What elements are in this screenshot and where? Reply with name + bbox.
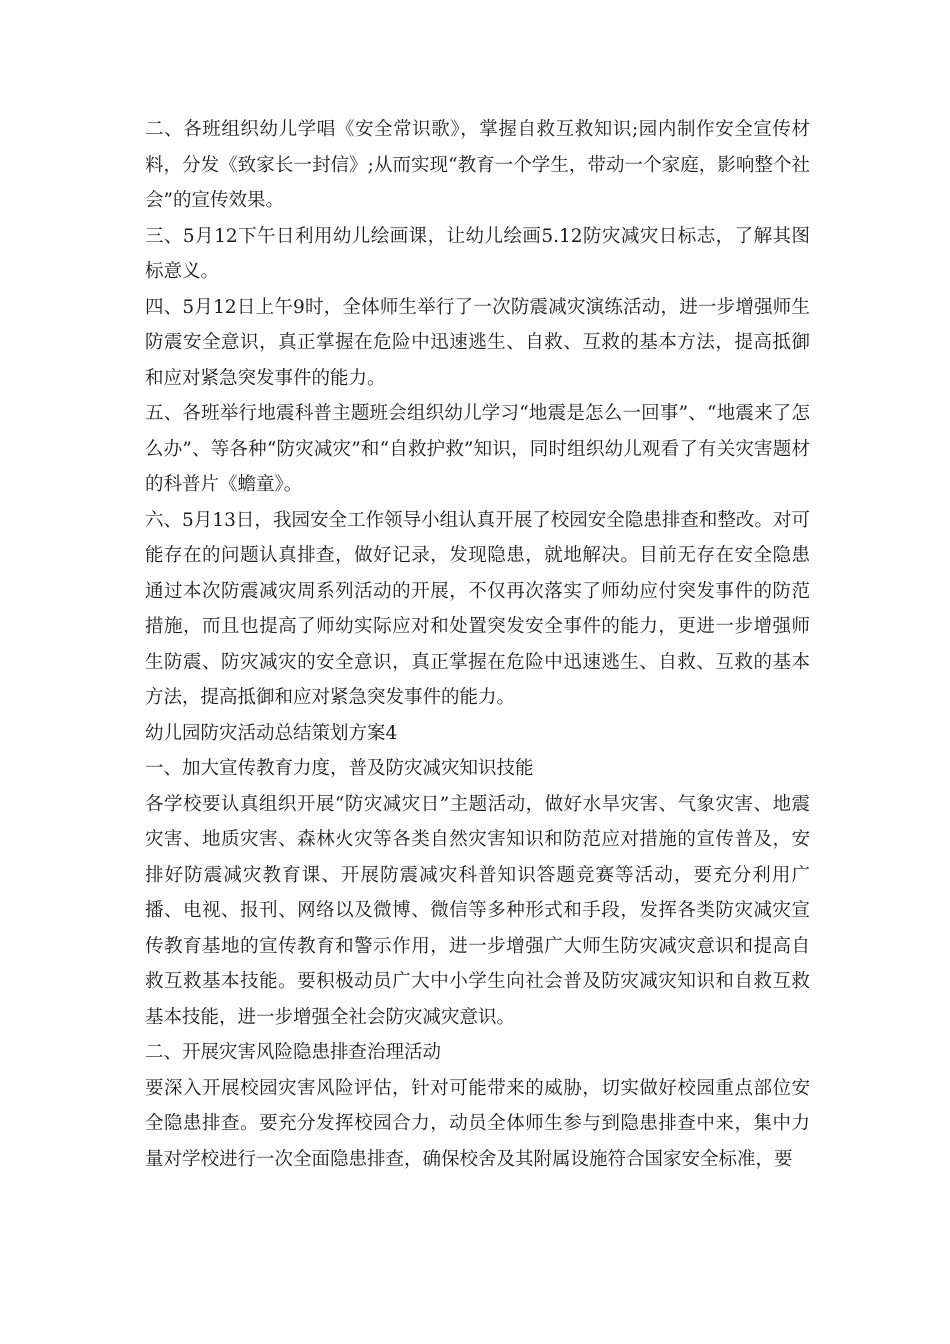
document-body: [145, 112, 810, 1177]
paragraph-section-five: 五、各班举行地震科普主题班会组织幼儿学习“地震是怎么一回事”、“地震来了怎么办”、等各种“防灾减灾”和“自救护救”知识，同时组织幼儿观看了有关灾害题材的科普片《蟾童》。: [145, 403, 810, 495]
paragraph-section-three: 三、5月12下午日利用幼儿绘画课，让幼儿绘画5.12防灾减灾日标志，了解其图标意义。: [145, 225, 810, 282]
subheading-hazard-check: 二、开展灾害风险隐患排查治理活动: [145, 1042, 442, 1063]
paragraph-section-six: 六、5月13日，我园安全工作领导小组认真开展了校园安全隐患排查和整改。对可能存在的问题认真排查，做好记录，发现隐患，就地解决。目前无存在安全隐患通过本次防震减灾周系列活动的开展，不仅再次落实了师幼应付突发事件的防范措施，而且也提高了师幼实际应对和处置突发安全事件的能力，更进一步增强师生防震、防灾减灾的安全意识，真正掌握在危险中迅速逃生、自救、互救的基本方法，提高抵御和应对紧急突发事件的能力。: [145, 509, 810, 708]
paragraph-section-four: 四、5月12日上午9时，全体师生举行了一次防震减灾演练活动，进一步增强师生防震安全意识，真正掌握在危险中迅速逃生、自救、互救的基本方法，提高抵御和应对紧急突发事件的能力。: [145, 296, 810, 389]
paragraph-publicity: 各学校要认真组织开展“防灾减灾日”主题活动，做好水旱灾害、气象灾害、地震灾害、地质灾害、森林火灾等各类自然灾害知识和防范应对措施的宣传普及，安排好防震减灾教育课、开展防震减灾科普知识答题竞赛等活动，要充分利用广播、电视、报刊、网络以及微博、微信等多种形式和手段，发挥各类防灾减灾宣传教育基地的宣传教育和警示作用，进一步增强广大师生防灾减灾意识和提高自救互救基本技能。要积极动员广大中小学生向社会普及防灾减灾知识和自救互救基本技能，进一步增强全社会防灾减灾意识。: [145, 793, 810, 1028]
subheading-publicity: 一、加大宣传教育力度，普及防灾减灾知识技能: [145, 758, 534, 779]
paragraph-hazard-check: 要深入开展校园灾害风险评估，针对可能带来的威胁，切实做好校园重点部位安全隐患排查。要充分发挥校园合力，动员全体师生参与到隐患排查中来，集中力量对学校进行一次全面隐患排查，确保校舍及其附属设施符合国家安全标准，要: [145, 1077, 810, 1170]
paragraph-section-two: 二、各班组织幼儿学唱《安全常识歌》，掌握自救互救知识;园内制作安全宣传材料，分发《致家长一封信》;从而实现“教育一个学生，带动一个家庭，影响整个社会”的宣传效果。: [145, 119, 810, 211]
plan-heading: 幼儿园防灾活动总结策划方案4: [145, 722, 398, 744]
